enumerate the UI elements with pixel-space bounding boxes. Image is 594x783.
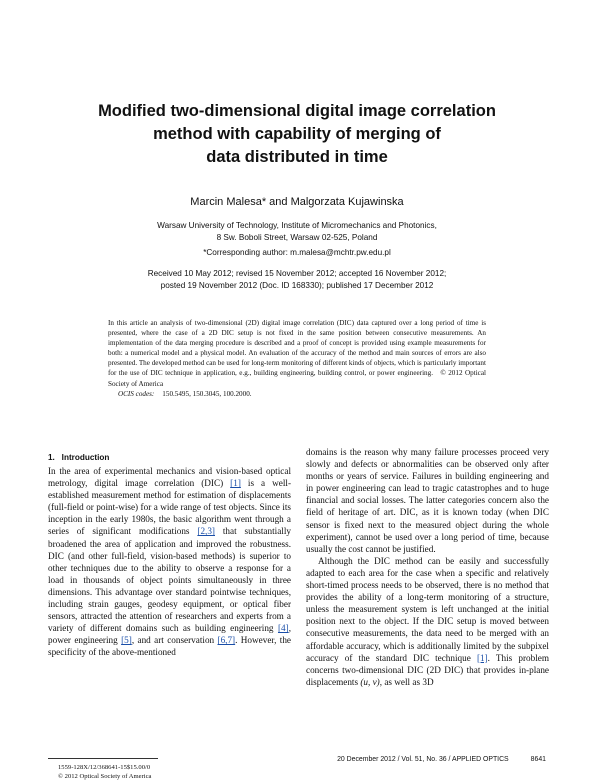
text-run: , power engineering — [48, 623, 291, 646]
abstract-text: In this article an analysis of two-dimensional (2D) digital image correlation (DIC) data captured over a long period of time is presented, where the case of a 2D DIC setup is not fixed in the same position between consecutive measurements. An implementation of the data merging procedure is described and a proof of concept is provided using example measurements for both: a numerical model and a physical model. An evaluation of the accuracy of the method and main sources of errors are also presented. The developed method can be used for long-term monitoring of different kinds of objects, which is particularly important for the use of DIC technique in application, e.g., building engineering, building control, or power engineering. — [108, 319, 486, 378]
text-run: , and art conservation — [131, 635, 218, 646]
citation-link[interactable]: [4] — [277, 623, 289, 634]
intro-paragraph-1 — [48, 465, 291, 659]
section-number: 1. — [48, 453, 55, 462]
ocis-codes — [108, 389, 486, 399]
text-run: Although the DIC method can be easily and successfully adapted to each area for the case when a specific and relatively short-timed process needs to be observed, there is no method that provides the ability of a long-term monitoring of a structure, unless the measurement system is left unchanged at the initial position next to the object. If the DIC setup is moved between consecutive measurements, the data need to be merged with an affordable accuracy, which is additionally limited by the subpixel accuracy of the standard DIC technique — [306, 555, 549, 663]
author-list: Marcin Malesa* and Malgorzata Kujawinska — [190, 196, 404, 208]
footnote-copyright: © 2012 Optical Society of America — [58, 773, 152, 780]
citation-link[interactable]: [1] — [230, 478, 241, 489]
citation-link[interactable]: [1] — [476, 652, 488, 663]
ocis-label: OCIS codes: — [118, 389, 155, 398]
title-line-2: method with capability of merging of — [153, 125, 441, 143]
intro-paragraph-3 — [306, 555, 549, 688]
citation-link[interactable]: [5] — [121, 635, 132, 646]
text-run: , as well as 3D — [379, 676, 434, 687]
math-uv: (u, v) — [360, 676, 380, 687]
text-run: In the area of experimental mechanics and vision-based optical metrology, digital image correlation (DIC) — [48, 466, 291, 489]
abstract-copyright: © 2012 Optical Society of America — [108, 369, 486, 388]
text-run: that substantially broadened the area of application and improved the robustness. DIC (and other full-field, vision-based methods) is superior to other techniques due to the ability to observe a response for a load in thousands of object points simultaneously in three dimensions. This advantage over standard pointwise techniques, including strain gauges, geodesy equipment, or optical fiber sensors, attracted the attention of researchers and experts from a variety of different domains such as building engineering — [48, 526, 291, 634]
right-column — [306, 446, 549, 688]
affiliation — [0, 220, 594, 243]
section-title: Introduction — [61, 453, 110, 462]
section-heading — [48, 453, 109, 462]
citation-link[interactable]: [6,7] — [217, 635, 236, 646]
text-run: . This problem concerns two-dimensional DIC (2D DIC) that provides in-plane displacements — [306, 652, 549, 687]
page-number: 8641 — [530, 756, 546, 763]
title-line-3: data distributed in time — [206, 148, 388, 166]
running-footer — [300, 756, 546, 763]
journal-info: 20 December 2012 / Vol. 51, No. 36 / APPLIED OPTICS — [337, 756, 509, 763]
left-column — [48, 465, 291, 659]
affiliation-line-2: 8 Sw. Boboli Street, Warsaw 02-525, Poland — [216, 232, 378, 242]
intro-paragraph-2: domains is the reason why many failure processes proceed very slowly and defects or abnormalities can be observed only after months or years of service. Failures in building engineering and in power engineering can lead to tragic catastrophes and to huge financial and social losses. The latter categories concern also the field of heritage of art. DIC, as it is known today (when DIC sensor is fixed next to the measured object during the whole experiment), cannot be used over a long period of time, because usually the cost cannot be justified. — [306, 447, 549, 554]
ocis-values: 150.5495, 150.3045, 100.2000. — [162, 389, 252, 398]
dates-line-1: Received 10 May 2012; revised 15 November 2012; accepted 16 November 2012; — [147, 269, 447, 278]
abstract — [108, 318, 486, 399]
paper-title — [0, 100, 594, 169]
citation-link[interactable]: [2,3] — [197, 526, 215, 537]
footnote-rule — [48, 758, 158, 759]
footnote-issn: 1559-128X/12/368641-15$15.00/0 — [58, 764, 151, 771]
title-line-1: Modified two-dimensional digital image correlation — [98, 102, 496, 120]
corresponding-author: *Corresponding author: m.malesa@mchtr.pw.edu.pl — [203, 248, 391, 257]
publication-dates — [0, 268, 594, 291]
text-run: . However, the specificity of the above-mentioned — [48, 635, 292, 658]
dates-line-2: posted 19 November 2012 (Doc. ID 168330); published 17 December 2012 — [160, 280, 434, 290]
text-run: is a well-established measurement method for estimation of displacements (full-field or point-wise) for a wide range of test objects. Since its inception in the early 1980s, the basic algorithm went through a series of significant modifications — [48, 478, 291, 537]
affiliation-line-1: Warsaw University of Technology, Institute of Micromechanics and Photonics, — [157, 221, 437, 230]
